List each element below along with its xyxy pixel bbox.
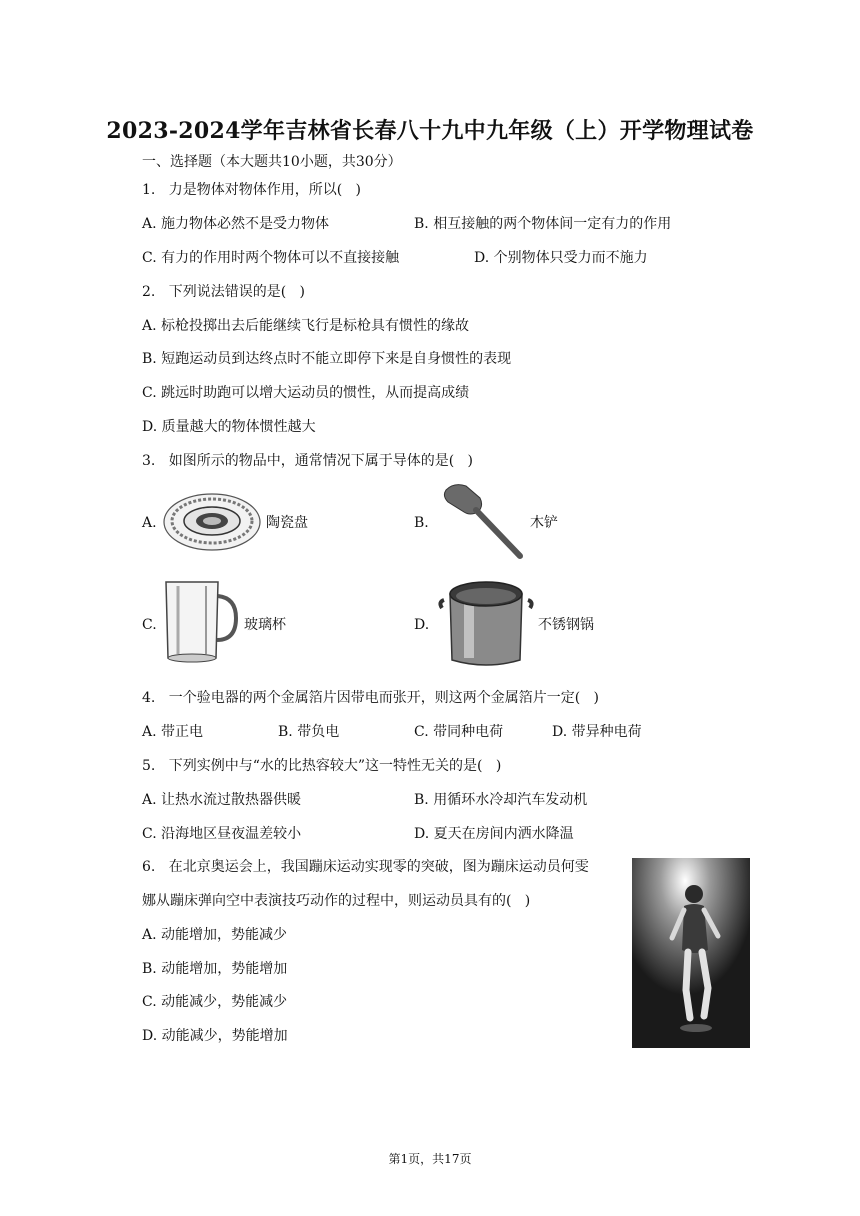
q4-option-b: B. 带负电 xyxy=(278,724,340,740)
q4-option-c: C. 带同种电荷 xyxy=(414,724,504,740)
q4-option-a: A. 带正电 xyxy=(142,724,204,740)
q3-option-a-label: 陶瓷盘 xyxy=(266,515,308,531)
q6-option-d: D. 动能减少，势能增加 xyxy=(142,1028,288,1044)
document-title: 2023-2024学年吉林省长春八十九中九年级（上）开学物理试卷 xyxy=(106,118,754,144)
q2-option-a: A. 标枪投掷出去后能继续飞行是标枪具有惯性的缘故 xyxy=(142,318,470,334)
wooden-spatula-image xyxy=(440,480,530,562)
q2-option-b: B. 短跑运动员到达终点时不能立即停下来是自身惯性的表现 xyxy=(142,351,512,367)
q6-option-b: B. 动能增加，势能增加 xyxy=(142,961,288,977)
page-footer: 第1页，共17页 xyxy=(388,1152,472,1166)
q3-option-a-letter: A. xyxy=(142,515,157,531)
q3-stem: 3. 如图所示的物品中，通常情况下属于导体的是( ) xyxy=(142,453,473,469)
q1-option-d: D. 个别物体只受力而不施力 xyxy=(474,250,648,266)
q2-stem: 2. 下列说法错误的是( ) xyxy=(142,284,305,300)
q3-option-d-letter: D. xyxy=(414,617,430,633)
q2-option-c: C. 跳远时助跑可以增大运动员的惯性，从而提高成绩 xyxy=(142,385,470,401)
glass-mug-image xyxy=(160,578,240,666)
q6-option-c: C. 动能减少，势能减少 xyxy=(142,994,288,1010)
q3-option-b-label: 木铲 xyxy=(530,515,558,531)
q4-stem: 4. 一个验电器的两个金属箔片因带电而张开，则这两个金属箔片一定( ) xyxy=(142,690,599,706)
q1-stem: 1. 力是物体对物体作用，所以( ) xyxy=(142,182,361,198)
q6-stem-line1: 6. 在北京奥运会上，我国蹦床运动实现零的突破，图为蹦床运动员何雯 xyxy=(142,859,589,875)
q2-option-d: D. 质量越大的物体惯性越大 xyxy=(142,419,316,435)
q1-option-b: B. 相互接触的两个物体间一定有力的作用 xyxy=(414,216,672,232)
ceramic-plate-image xyxy=(162,488,262,552)
q1-option-c: C. 有力的作用时两个物体可以不直接接触 xyxy=(142,250,400,266)
q5-option-a: A. 让热水流过散热器供暖 xyxy=(142,792,302,808)
q6-stem-line2: 娜从蹦床弹向空中表演技巧动作的过程中，则运动员具有的( ) xyxy=(142,893,531,909)
trampoline-athlete-photo xyxy=(632,858,750,1048)
q3-option-c-letter: C. xyxy=(142,617,157,633)
q3-option-b-letter: B. xyxy=(414,515,429,531)
q5-option-d: D. 夏天在房间内洒水降温 xyxy=(414,826,574,842)
q5-option-c: C. 沿海地区昼夜温差较小 xyxy=(142,826,302,842)
q5-option-b: B. 用循环水冷却汽车发动机 xyxy=(414,792,588,808)
steel-pot-image xyxy=(436,572,536,672)
q3-option-c-label: 玻璃杯 xyxy=(244,617,286,633)
q5-stem: 5. 下列实例中与“水的比热容较大”这一特性无关的是( ) xyxy=(142,758,502,774)
q3-option-d-label: 不锈钢锅 xyxy=(538,617,594,633)
section-heading: 一、选择题（本大题共10小题，共30分） xyxy=(142,154,402,170)
q4-option-d: D. 带异种电荷 xyxy=(552,724,642,740)
q1-option-a: A. 施力物体必然不是受力物体 xyxy=(142,216,330,232)
q6-option-a: A. 动能增加，势能减少 xyxy=(142,927,288,943)
